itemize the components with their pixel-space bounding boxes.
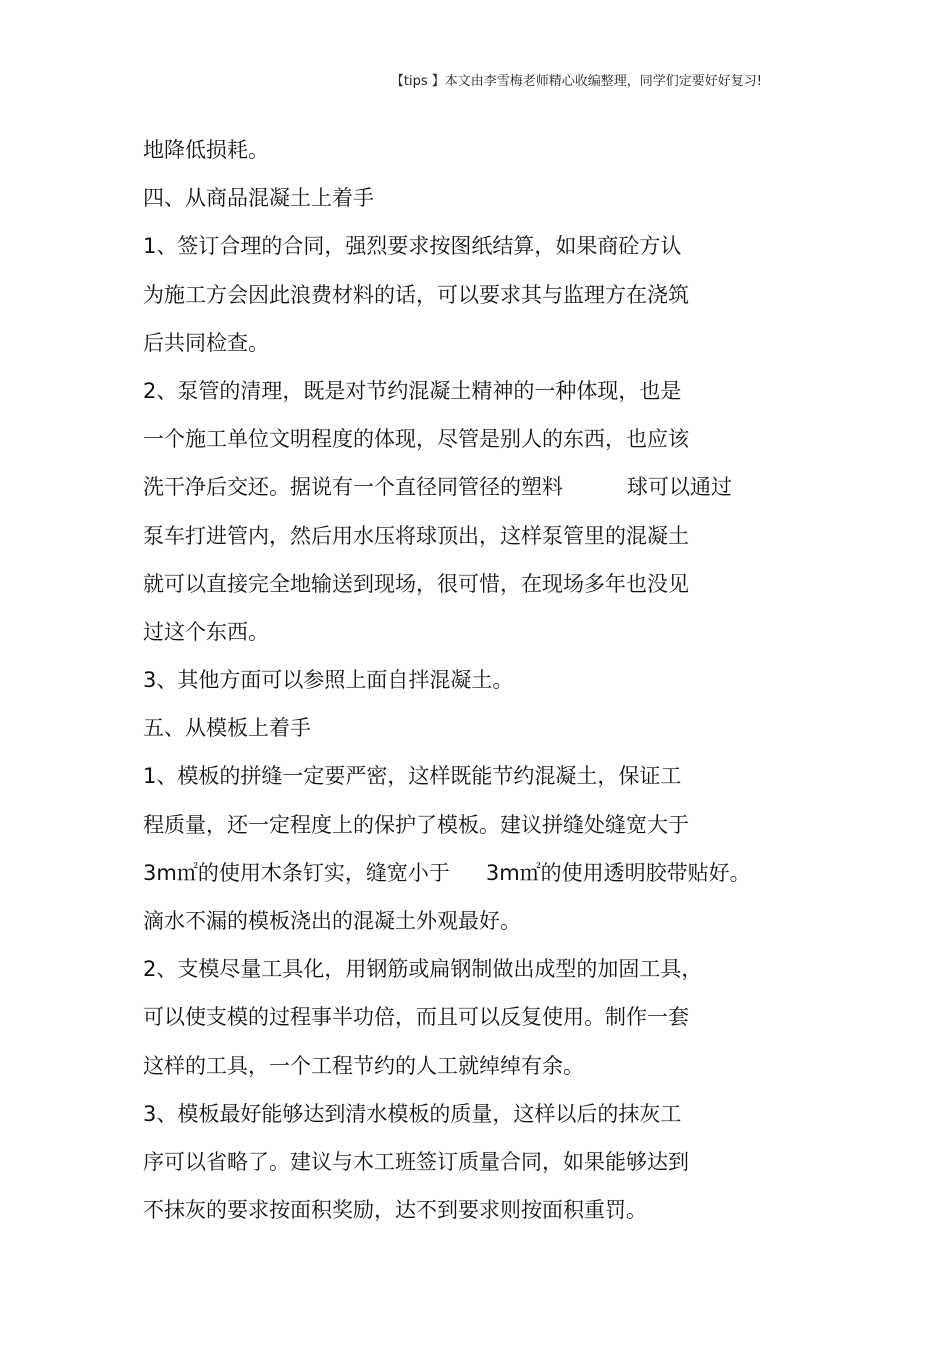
- text-line: 滴水不漏的模板浇出的混凝土外观最好。: [143, 909, 521, 933]
- text-line: 这样的工具，一个工程节约的人工就绰绰有余。: [143, 1053, 584, 1078]
- text-line: 3、其他方面可以参照上面自拌混凝土。: [143, 668, 514, 693]
- text-line: 1、签订合理的合同，强烈要求按图纸结算，如果商砼方认: [143, 234, 682, 259]
- text-line: 2、泵管的清理，既是对节约混凝土精神的一种体现，也是: [143, 378, 682, 403]
- text-line: 泵车打进管内，然后用水压将球顶出，这样泵管里的混凝土: [143, 523, 689, 548]
- text-line: 后共同检查。: [143, 330, 269, 355]
- text-line: 1、模板的拼缝一定要严密，这样既能节约混凝土，保证工: [143, 764, 682, 789]
- text-line: 就可以直接完全地输送到现场，很可惜，在现场多年也没见: [143, 571, 689, 596]
- text-line: 不抹灰的要求按面积奖励，达不到要求则按面积重罚。: [143, 1198, 647, 1223]
- text-line: 一个施工单位文明程度的体现，尽管是别人的东西，也应该: [143, 427, 689, 452]
- header-note: 【tips 】本文由李雪梅老师精心收编整理，同学们定要好好复习!: [390, 74, 762, 89]
- text-segment: 洗干净后交还。据说有一个直径同管径的塑料: [143, 475, 563, 500]
- text-segment: 3m㎡的使用木条钉实，缝宽小于: [143, 860, 450, 885]
- text-line: 过这个东西。: [143, 619, 269, 644]
- text-line: 3、模板最好能够达到清水模板的质量，这样以后的抹灰工: [143, 1101, 682, 1126]
- section-heading: 四、从商品混凝土上着手: [143, 186, 374, 211]
- text-line: [143, 849, 823, 897]
- text-line: 2、支模尽量工具化，用钢筋或扁钢制做出成型的加固工具，: [143, 957, 703, 982]
- text-line: 地降低损耗。: [143, 138, 269, 162]
- text-segment: 3m㎡的使用透明胶带贴好。: [485, 860, 751, 885]
- document-body: [143, 126, 823, 1234]
- section-heading: 五、从模板上着手: [143, 716, 311, 741]
- text-line: 程质量，还一定程度上的保护了模板。建议拼缝处缝宽大于: [143, 812, 689, 837]
- text-line: 可以使支模的过程事半功倍，而且可以反复使用。制作一套: [143, 1005, 689, 1030]
- text-segment: 球可以通过: [627, 475, 732, 500]
- text-line: 序可以省略了。建议与木工班签订质量合同，如果能够达到: [143, 1149, 689, 1174]
- text-line: [143, 463, 823, 511]
- text-line: 为施工方会因此浪费材料的话，可以要求其与监理方在浇筑: [143, 282, 689, 307]
